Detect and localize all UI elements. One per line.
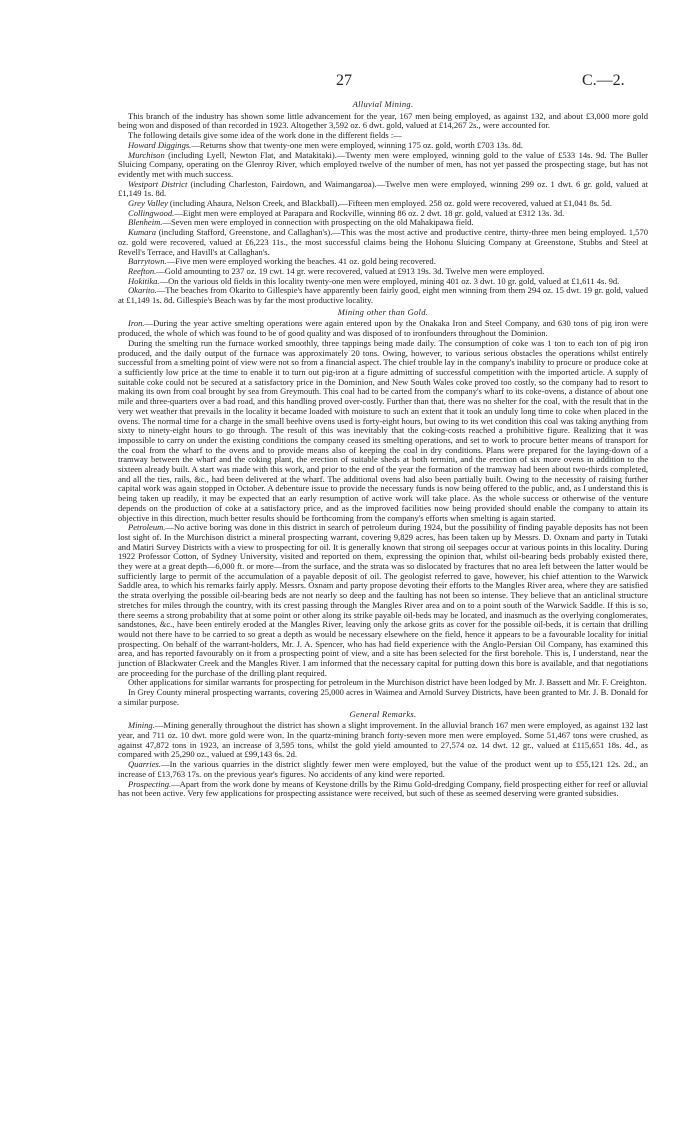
field-lead: Murchison <box>128 149 165 160</box>
field-text: (including Ahaura, Nelson Creek, and Blackball).—Fifteen men employed. 258 oz. gold were recovered, valued at £1,041 8s. 5d. <box>167 198 612 209</box>
field-text: —Returns show that twenty-one men were employed, winning 175 oz. gold, worth £703 13s. 8d. <box>191 139 523 150</box>
field-text: —Seven men were employed in connection with prospecting on the old Mahakipawa field. <box>162 217 474 228</box>
alluvial-intro: This branch of the industry has shown some little advancement for the year, 167 men being employed, as against 132, and about £3,000 more gold being won and disposed of than recorded in 1923. Altogether 3,592 oz. 6 dwt. gold, valued at £14,267 2s., were accounted for. <box>118 110 648 131</box>
alluvial-details-intro: The following details give some idea of the work done in the different fields :— <box>128 130 402 141</box>
document-body <box>118 98 648 799</box>
section-heading-alluvial-mining: Alluvial Mining. <box>352 99 414 109</box>
petroleum-paragraph-2: Other applications for similar warrants for prospecting for petroleum in the Murchison district have been lodged by Mr. J. Bassett and Mr. F. Creighton. <box>128 677 647 688</box>
prospecting-text: —Apart from the work done by means of Keystone drills by the Rimu Gold-dredging Company, field prospecting either for reef or alluvial has not been active. Very few applications for prospecting assistance were received, but such of these as seemed deserving were granted subsidies. <box>118 778 648 799</box>
field-westport <box>118 180 648 199</box>
field-lead: Hokitika. <box>128 275 160 286</box>
document-reference: C.—2. <box>582 72 625 89</box>
field-lead: Blenheim. <box>128 217 163 228</box>
general-quarries-paragraph <box>118 760 648 779</box>
iron-paragraph-1 <box>118 319 648 338</box>
field-lead: Kumara <box>128 227 157 238</box>
iron-text: —During the year active smelting operations were again entered upon by the Onakaka Iron and Steel Company, and 630 tons of pig iron were produced, the whole of which was found to be of good quality and was disposed of to ironfounders throughout the Dominion. <box>118 318 648 339</box>
field-lead: Okarito. <box>128 285 157 296</box>
field-text: (including Charleston, Fairdown, and Waimangaroa).—Twelve men were employed, winning 299 oz. 1 dwt. 6 gr. gold, valued at £1,149 1s. 8d. <box>118 178 648 199</box>
field-lead: Westport District <box>128 178 188 189</box>
field-lead: Grey Valley <box>128 198 168 209</box>
petroleum-paragraph-1 <box>118 523 648 678</box>
field-lead: Barrytown. <box>128 256 167 267</box>
field-lead: Reefton. <box>128 265 157 276</box>
field-text: —Eight men were employed at Parapara and Rockville, winning 86 oz. 2 dwt. 18 gr. gold, valued at £312 13s. 3d. <box>174 207 565 218</box>
field-text: —On the various old fields in this locality twenty-one men were employed, mining 401 oz. 3 dwt. 10 gr. gold, valued at £1,611 4s. 9d. <box>159 275 620 286</box>
general-prospecting-paragraph <box>118 780 648 799</box>
field-text: (including Stafford, Greenstone, and Callaghan's).—This was the most active and productive centre, thirty-three men being employed. 1,570 oz. gold were recovered, valued at £6,223 11s., the most successful claims being the Hohonu Sluicing Company at Greenstone, Stubbs and Steel at Revell's Terrace, and Havill's at Callaghan's. <box>118 227 648 257</box>
quarries-text: —In the various quarries in the district slightly fewer men were employed, but the value of the product went up to £55,121 12s. 2d., an increase of £13,763 17s. on the previous year's figures. No accidents of any kind were reported. <box>118 759 648 779</box>
field-murchison <box>118 151 648 180</box>
quarries-lead: Quarries. <box>128 759 162 770</box>
section-heading-mining-other-than-gold: Mining other than Gold. <box>337 306 429 317</box>
petroleum-paragraph-3: In Grey County mineral prospecting warrants, covering 25,000 acres in Waimea and Arnold Survey Districts, have been granted to Mr. J. B. Donald for a similar purpose. <box>118 687 648 707</box>
field-lead: Collingwood. <box>128 207 175 218</box>
field-text: —Gold amounting to 237 oz. 19 cwt. 14 gr. were recovered, valued at £913 19s. 3d. Twelve men were employed. <box>156 265 545 276</box>
page-number: 27 <box>336 72 352 89</box>
field-text: —Five men were employed working the beaches. 41 oz. gold being recovered. <box>166 256 436 267</box>
section-heading-general-remarks: General Remarks. <box>349 708 417 719</box>
mining-lead: Mining. <box>128 720 155 731</box>
general-mining-paragraph <box>118 721 648 760</box>
iron-paragraph-2: During the smelting run the furnace worked smoothly, three tappings being made daily. The consumption of coke was 1 ton to each ton of pig iron produced, and the daily output of the furnace was approximately 20 tons. Owing, however, to various serious obstacles the operations whilst entirely successful from a smelting point of view were not so from a financial aspect. The chief trouble lay in the company's inability to procure or produce coke at a sufficiently low price at the time to enable it to turn out pig-iron at a figure admitting of successful competition with the imported article. A supply of suitable coke could not be secured at a satisfactory price in the Dominion, and New South Wales coke proved too costly, so the company had to resort to making its own from coal brought by sea from Greymouth. This coal had to be carted from the company's wharf to its coke-ovens, a distance of about one mile and three-quarters over a bad road, and this handling proved over-costly. Further than that, there was no shelter for the coal, with the result that in the very wet weather that prevails in the locality it became loaded with moisture to such an extent that it took an unduly long time to coke when placed in the ovens. The normal time for a charge in the small beehive ovens used is forty-eight hours, but owing to its wet condition this coal was taking anything from sixty to ninety-eight hours to go through. The result of this was inevitably that the coking-costs reached a prohibitive figure. Realizing that it was impossible to carry on under the existing conditions the company ceased its smelting operations, and set to work to procure better means of transport for the coal from the wharf to the ovens and to provide means also of keeping the coal in dry conditions. Plans were prepared for the laying-down of a tramway between the wharf and the coking plant, the erection of suitable sheds at both termini, and the erection of six more ovens in addition to the sixteen already built. A start was made with this work, and prior to the end of the year the formation of the tramway had been about two-thirds completed, and all the ties, rails, &c., had been delivered at the wharf. The additional ovens had also been partially built. Owing to the necessity of raising further capital work was again stopped in October. A debenture issue to provide the necessary funds is now being offered to the public, and, as I understand this is being taken up readily, it may be expected that an early resumption of active work will take place. As the whole success or otherwise of the venture depends on the production of coke at a satisfactory price, and as the improved facilities now being provided should enable the company to attain its objective in this direction, much better results should be forthcoming from the company's efforts when smelting is again started. <box>118 337 648 523</box>
prospecting-lead: Prospecting. <box>128 778 172 789</box>
petroleum-text: —No active boring was done in this district in search of petroleum during 1924, but the possibility of finding payable deposits has not been lost sight of. In the Murchison district a mineral prospecting warrant, covering 9,829 acres, has been taken up by Messrs. D. Oxnam and party in Tutaki and Matiri Survey Districts with a view to prospecting for oil. It is generally known that strong oil seepages occur at various points in this locality. During 1922 Professor Cotton, of Sydney University, visited and reported on them, expressing the opinion that, whilst oil-bearing beds probably existed there, they were at a great depth—6,000 ft. or more—from the surface, and the strata was so dislocated by fractures that no area left between the latter would be sufficiently large to permit of the accumulation of a payable deposit of oil. The geologist referred to gave, however, his chief attention to the Warwick Saddle area, to which his remarks fairly apply. Messrs. Oxnam and party propose devoting their efforts to the Mangles River area, where they are satisfied the strata overlying the possible oil-bearing beds are not nearly so deep and the faulting has not been so intense. They believe that an anticlinal structure stretches for miles through the country, with its crest passing through the Mangles River area and on to a point south of the Warwick Saddle. If this is so, there seems a strong probability that at some point or other along its strike payable oil-beds may be located, and inasmuch as the overlying conglomerates, sandstones, &c., have been entirely eroded at the Mangles River, leaving only the arkose grits as cover for the possible oil-beds, it is certain that drilling would not there have to be carried to so great a depth as would be necessary elsewhere on the field, hence it appears to be a favourable locality for initial prospecting. On behalf of the warrant-holders, Mr. J. A. Spencer, who has had field experience with the Anglo-Persian Oil Company, has examined this area, and has reported favourably on it from a prospecting point of view, and a site has been selected for the first borehole. This is, I understand, near the junction of Blackwater Creek and the Mangles River. I am informed that the necessary capital for putting down this bore is available, and that negotiations are proceeding for the purchase of the drilling plant required. <box>118 522 648 678</box>
field-text: (including Lyell, Newton Flat, and Matakitaki).—Twenty men were employed, winning gold to the value of £533 14s. 9d. The Buller Sluicing Company, operating on the Glenroy River, which employed twelve of the number of men, has not yet passed the prospecting stage, but has not evidently met with much success. <box>118 149 648 179</box>
page-header <box>0 72 700 92</box>
field-lead: Howard Diggings. <box>128 139 192 150</box>
field-okarito <box>118 286 648 305</box>
iron-lead: Iron. <box>128 318 145 329</box>
mining-text: —Mining generally throughout the district has shown a slight improvement. In the alluvial branch 167 men were employed, as against 132 last year, and 711 oz. 10 dwt. more gold were won. In the quartz-mining branch forty-seven more men were employed. Some 51,467 tons were crushed, as against 47,872 tons in 1923, an increase of 3,595 tons, whilst the gold yield amounted to 27,574 oz. 14 dwt. 12 gr., valued at £115,651 18s. 4d., as compared with 25,290 oz., valued at £99,143 6s. 2d. <box>118 720 648 760</box>
field-text: —The beaches from Okarito to Gillespie's have apparently been fairly good, eight men winning from them 294 oz. 15 dwt. 19 gr. gold, valued at £1,149 1s. 8d. Gillespie's Beach was by far the most productive locality. <box>118 285 648 306</box>
field-kumara <box>118 228 648 257</box>
petroleum-lead: Petroleum. <box>128 522 166 533</box>
